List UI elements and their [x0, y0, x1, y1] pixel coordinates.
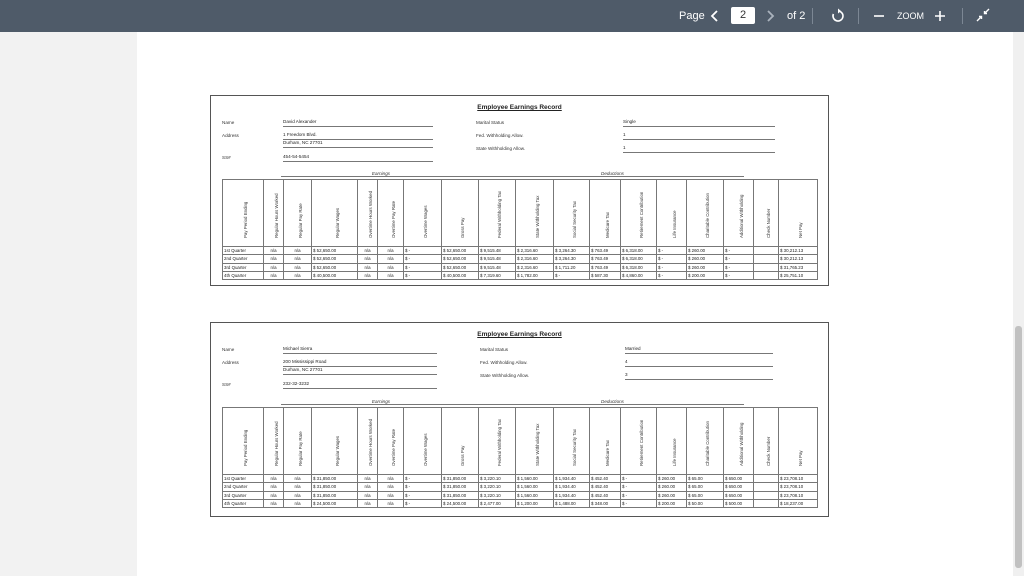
table-cell: $ 25,751.10: [779, 271, 818, 279]
next-page-icon[interactable]: [764, 9, 776, 28]
table-cell: $ 260.00: [657, 475, 687, 483]
column-header-label: Overtime Hours Worked: [367, 190, 373, 238]
table-cell: $ 6,318.00: [621, 247, 657, 255]
column-header-label: Pay Period Ending: [243, 201, 248, 238]
table-row: [223, 491, 818, 499]
column-header-label: Social Security Tax: [571, 428, 577, 466]
table-cell: n/a: [378, 263, 404, 271]
table-cell: $ -: [621, 475, 657, 483]
state-withholding-label: State Withholding Allow.: [476, 146, 526, 151]
table-cell: $ 52,650.00: [312, 255, 358, 263]
table-cell: 1st Quarter: [223, 475, 264, 483]
table-cell: $ 2,316.60: [516, 263, 554, 271]
column-header-label: Gross Pay: [460, 445, 465, 466]
column-header: [378, 180, 404, 247]
column-header: [442, 180, 479, 247]
table-cell: $ -: [404, 263, 442, 271]
zoom-in-icon[interactable]: [934, 9, 946, 28]
table-cell: $ 1,560.00: [516, 491, 554, 499]
table-cell: [754, 483, 779, 491]
table-cell: $ 650.00: [724, 483, 754, 491]
column-header: [312, 408, 358, 475]
table-cell: $ 3,220.10: [479, 475, 516, 483]
fed-withholding-label: Fed. Withholding Allow.: [476, 133, 524, 138]
column-header-label: Regular Wages: [334, 207, 340, 238]
table-cell: $ 587.30: [590, 271, 621, 279]
table-cell: n/a: [264, 483, 284, 491]
column-header: [312, 180, 358, 247]
table-cell: $ 30,212.13: [779, 255, 818, 263]
address-line-2: Durham, NC 27701: [283, 367, 437, 375]
page-number-input[interactable]: 2: [731, 7, 755, 24]
table-cell: n/a: [264, 491, 284, 499]
column-header-label: Pay Period Ending: [243, 429, 248, 466]
column-header-label: Life Insurance: [671, 438, 677, 466]
table-cell: $ 2,477.00: [479, 499, 516, 507]
table-cell: $ 3,220.10: [479, 483, 516, 491]
column-header: [554, 408, 590, 475]
table-cell: $ 31,850.00: [442, 491, 479, 499]
table-cell: [754, 255, 779, 263]
table-cell: $ 50.00: [687, 499, 724, 507]
table-cell: $ 348.00: [590, 499, 621, 507]
table-cell: n/a: [264, 255, 284, 263]
table-cell: $ 260.00: [687, 255, 724, 263]
table-cell: n/a: [264, 247, 284, 255]
viewer-toolbar: [0, 0, 1024, 32]
table-cell: n/a: [358, 247, 378, 255]
table-cell: $ 452.40: [590, 475, 621, 483]
table-cell: $ 1,934.40: [554, 491, 590, 499]
table-cell: $ 1,711.20: [554, 263, 590, 271]
table-cell: $ 260.00: [687, 247, 724, 255]
fed-withholding-label: Fed. Withholding Allow.: [480, 360, 528, 365]
table-cell: n/a: [358, 271, 378, 279]
column-header: [621, 180, 657, 247]
table-row: [223, 475, 818, 483]
earnings-table: [222, 407, 818, 508]
table-cell: $ -: [657, 255, 687, 263]
table-cell: 1st Quarter: [223, 247, 264, 255]
table-cell: 3rd Quarter: [223, 263, 264, 271]
table-row: [223, 255, 818, 263]
column-header-label: Federal Withholding Tax: [497, 418, 502, 466]
column-header: [754, 408, 779, 475]
column-header-label: State Withholding Tax: [534, 195, 540, 238]
table-cell: $ 260.00: [687, 263, 724, 271]
table-cell: $ 9,515.48: [479, 263, 516, 271]
table-cell: [754, 271, 779, 279]
table-cell: $ 52,650.00: [442, 263, 479, 271]
column-header-label: Overtime Wages: [422, 433, 428, 466]
table-cell: $ 31,850.00: [312, 491, 358, 499]
column-header-label: Net Pay: [798, 222, 803, 238]
column-header-label: Charitable Contribution: [705, 421, 710, 466]
state-withholding-value: 3: [625, 372, 773, 380]
column-header-label: State Withholding Tax: [534, 423, 540, 466]
table-cell: $ -: [404, 475, 442, 483]
record-title: Employee Earnings Record: [477, 331, 562, 338]
column-header-label: Retirement Contribution: [638, 191, 644, 238]
table-cell: $ 40,500.00: [442, 271, 479, 279]
column-header-label: Regular Hours Worked: [273, 421, 279, 466]
table-cell: $ 9,515.48: [479, 255, 516, 263]
table-cell: n/a: [378, 247, 404, 255]
table-cell: n/a: [358, 499, 378, 507]
table-cell: $ -: [724, 271, 754, 279]
table-cell: $ 763.49: [590, 263, 621, 271]
table-cell: [754, 247, 779, 255]
table-cell: 3rd Quarter: [223, 491, 264, 499]
column-header-label: Regular Wages: [334, 435, 340, 466]
table-cell: n/a: [284, 483, 312, 491]
table-cell: $ -: [657, 263, 687, 271]
toolbar-divider: [858, 8, 859, 24]
column-header-label: Additional Withholding: [738, 422, 744, 466]
table-cell: $ 260.00: [657, 483, 687, 491]
table-cell: $ -: [724, 263, 754, 271]
table-cell: $ 763.49: [590, 247, 621, 255]
table-cell: $ 260.00: [657, 491, 687, 499]
column-header: [223, 180, 264, 247]
table-cell: $ 3,264.30: [554, 247, 590, 255]
name-label: Name: [222, 120, 235, 125]
table-cell: $ 18,237.00: [779, 499, 818, 507]
deductions-group-label: Deductions: [481, 399, 744, 405]
exit-fullscreen-icon[interactable]: [976, 8, 990, 27]
table-cell: $ 7,319.60: [479, 271, 516, 279]
column-header: [223, 408, 264, 475]
table-cell: n/a: [378, 271, 404, 279]
column-header: [687, 180, 724, 247]
table-cell: $ 452.40: [590, 483, 621, 491]
table-cell: $ 6,318.00: [621, 255, 657, 263]
table-cell: n/a: [358, 255, 378, 263]
table-cell: $ 1,560.00: [516, 483, 554, 491]
table-cell: 2nd Quarter: [223, 255, 264, 263]
column-header: [590, 408, 621, 475]
column-header-label: Additional Withholding: [738, 194, 744, 238]
table-cell: $ 1,488.00: [554, 499, 590, 507]
ssn-value: 232-32-3232: [283, 381, 437, 389]
employee-name: Michael Sierra: [283, 346, 437, 354]
table-cell: $ 452.40: [590, 491, 621, 499]
column-header-label: Net Pay: [798, 450, 803, 466]
table-cell: $ 52,650.00: [442, 255, 479, 263]
table-row: [223, 247, 818, 255]
table-row: [223, 263, 818, 271]
table-cell: $ 1,560.00: [516, 475, 554, 483]
table-cell: n/a: [378, 499, 404, 507]
column-header-label: Medicare Tax: [605, 439, 610, 466]
table-cell: $ 200.00: [687, 271, 724, 279]
state-withholding-label: State Withholding Allow.: [480, 373, 530, 378]
address-label: Address: [222, 133, 239, 138]
column-header-label: Overtime Wages: [422, 205, 428, 238]
table-cell: $ 1,782.00: [516, 271, 554, 279]
table-cell: $ 500.00: [724, 499, 754, 507]
earnings-record-2: [210, 322, 829, 517]
column-header: [378, 408, 404, 475]
column-header: [516, 180, 554, 247]
table-cell: $ -: [404, 491, 442, 499]
table-cell: $ 650.00: [724, 491, 754, 499]
table-cell: $ 31,850.00: [442, 483, 479, 491]
table-cell: n/a: [284, 475, 312, 483]
table-cell: $ 52,650.00: [312, 247, 358, 255]
table-cell: $ 3,264.30: [554, 255, 590, 263]
address-line-1: 1 Freedom Blvd.: [283, 132, 433, 140]
table-cell: $ 763.49: [590, 255, 621, 263]
table-cell: $ 24,500.00: [442, 499, 479, 507]
table-cell: $ -: [621, 491, 657, 499]
column-header: [358, 408, 378, 475]
marital-status-label: Marital Status: [480, 347, 509, 352]
table-cell: $ 4,860.00: [621, 271, 657, 279]
column-header: [657, 408, 687, 475]
column-header-label: Regular Pay Rate: [297, 203, 303, 238]
table-cell: $ 6,318.00: [621, 263, 657, 271]
table-cell: n/a: [284, 271, 312, 279]
column-header-label: Gross Pay: [460, 217, 465, 238]
table-cell: $ 2,316.60: [516, 255, 554, 263]
table-cell: n/a: [358, 475, 378, 483]
marital-status-value: Single: [623, 119, 775, 127]
table-row: [223, 483, 818, 491]
table-cell: [754, 499, 779, 507]
table-header-row: [223, 180, 818, 247]
table-cell: n/a: [378, 475, 404, 483]
table-cell: $ -: [404, 483, 442, 491]
table-cell: 4th Quarter: [223, 499, 264, 507]
page-label: Page: [679, 10, 705, 22]
column-header: [516, 408, 554, 475]
table-cell: $ -: [724, 247, 754, 255]
table-cell: n/a: [378, 255, 404, 263]
zoom-out-icon[interactable]: [873, 9, 885, 28]
table-cell: $ 23,708.10: [779, 475, 818, 483]
table-cell: $ 65.00: [687, 491, 724, 499]
table-cell: n/a: [264, 263, 284, 271]
fed-withholding-value: 1: [623, 132, 775, 140]
table-cell: $ -: [621, 483, 657, 491]
table-cell: [754, 475, 779, 483]
column-header: [554, 180, 590, 247]
column-header-label: Federal Withholding Tax: [497, 190, 502, 238]
table-cell: $ 65.00: [687, 483, 724, 491]
table-cell: $ -: [657, 271, 687, 279]
employee-name: David Alexander: [283, 119, 433, 127]
table-cell: n/a: [284, 263, 312, 271]
table-cell: n/a: [358, 483, 378, 491]
table-cell: [754, 491, 779, 499]
table-cell: $ 52,650.00: [442, 247, 479, 255]
column-header-label: Regular Hours Worked: [273, 193, 279, 238]
table-cell: $ 24,500.00: [312, 499, 358, 507]
column-header: [358, 180, 378, 247]
earnings-table: [222, 179, 818, 280]
column-header: [724, 408, 754, 475]
earnings-record-1: [210, 95, 829, 286]
table-cell: $ 31,850.00: [312, 475, 358, 483]
toolbar-divider: [962, 8, 963, 24]
table-cell: $ -: [724, 255, 754, 263]
column-header: [264, 180, 284, 247]
table-cell: $ 23,708.10: [779, 483, 818, 491]
address-label: Address: [222, 360, 239, 365]
table-cell: n/a: [358, 263, 378, 271]
table-cell: $ 650.00: [724, 475, 754, 483]
table-cell: $ 1,934.40: [554, 475, 590, 483]
table-cell: n/a: [284, 247, 312, 255]
marital-status-label: Marital Status: [476, 120, 505, 125]
table-header-row: [223, 408, 818, 475]
table-cell: $ 31,850.00: [442, 475, 479, 483]
table-cell: 4th Quarter: [223, 271, 264, 279]
column-header: [404, 180, 442, 247]
table-cell: $ -: [621, 499, 657, 507]
table-cell: $ 2,316.60: [516, 247, 554, 255]
table-cell: n/a: [284, 255, 312, 263]
column-header-label: Retirement Contribution: [638, 419, 644, 466]
table-cell: $ -: [404, 499, 442, 507]
table-cell: [754, 263, 779, 271]
table-cell: $ 200.00: [657, 499, 687, 507]
table-cell: $ 3,220.10: [479, 491, 516, 499]
table-cell: n/a: [358, 491, 378, 499]
column-header-label: Social Security Tax: [571, 200, 577, 238]
table-cell: $ 9,515.48: [479, 247, 516, 255]
address-line-1: 200 Mississippi Road: [283, 359, 437, 367]
column-header: [264, 408, 284, 475]
column-header-label: Regular Pay Rate: [297, 431, 303, 466]
column-header: [590, 180, 621, 247]
table-cell: n/a: [378, 491, 404, 499]
column-header-label: Check Number: [766, 208, 771, 238]
column-header: [724, 180, 754, 247]
table-cell: $ 52,650.00: [312, 263, 358, 271]
scrollbar-thumb[interactable]: [1015, 326, 1022, 568]
column-header-label: Check Number: [766, 436, 771, 466]
table-cell: $ 31,850.00: [312, 483, 358, 491]
column-header: [404, 408, 442, 475]
table-cell: $ 23,708.10: [779, 491, 818, 499]
column-header: [754, 180, 779, 247]
table-cell: $ 31,765.23: [779, 263, 818, 271]
column-header: [479, 408, 516, 475]
table-cell: n/a: [264, 475, 284, 483]
table-cell: $ 30,212.13: [779, 247, 818, 255]
table-cell: $ -: [554, 271, 590, 279]
earnings-group-label: Earnings: [281, 399, 481, 405]
rotate-icon[interactable]: [830, 8, 846, 29]
column-header-label: Overtime Pay Rate: [390, 428, 396, 466]
table-cell: $ 65.00: [687, 475, 724, 483]
toolbar-divider: [812, 8, 813, 24]
table-cell: $ -: [404, 255, 442, 263]
column-header-label: Charitable Contribution: [705, 193, 710, 238]
earnings-group-label: Earnings: [281, 171, 481, 177]
column-header: [284, 408, 312, 475]
record-title: Employee Earnings Record: [477, 104, 562, 111]
ssn-label: SS#: [222, 382, 231, 387]
column-header: [284, 180, 312, 247]
ssn-label: SS#: [222, 155, 231, 160]
column-header-label: Medicare Tax: [605, 211, 610, 238]
state-withholding-value: 1: [623, 145, 775, 153]
column-header: [621, 408, 657, 475]
zoom-label: ZOOM: [897, 11, 924, 21]
table-cell: $ 1,200.00: [516, 499, 554, 507]
table-cell: $ 40,500.00: [312, 271, 358, 279]
column-header-label: Overtime Hours Worked: [367, 418, 373, 466]
table-cell: $ -: [657, 247, 687, 255]
table-cell: n/a: [284, 491, 312, 499]
page-total: of 2: [787, 10, 806, 22]
column-header: [479, 180, 516, 247]
column-header-label: Overtime Pay Rate: [390, 200, 396, 238]
deductions-group-label: Deductions: [481, 171, 744, 177]
table-cell: n/a: [284, 499, 312, 507]
previous-page-icon[interactable]: [709, 9, 721, 28]
column-header-label: Life Insurance: [671, 210, 677, 238]
table-cell: 2nd Quarter: [223, 483, 264, 491]
table-row: [223, 271, 818, 279]
column-header: [687, 408, 724, 475]
table-row: [223, 499, 818, 507]
table-cell: n/a: [264, 271, 284, 279]
table-cell: n/a: [264, 499, 284, 507]
column-header: [657, 180, 687, 247]
column-header: [779, 408, 818, 475]
name-label: Name: [222, 347, 235, 352]
table-cell: $ -: [404, 271, 442, 279]
column-header: [779, 180, 818, 247]
marital-status-value: Married: [625, 346, 773, 354]
column-header: [442, 408, 479, 475]
table-cell: $ -: [404, 247, 442, 255]
table-cell: n/a: [378, 483, 404, 491]
address-line-2: Durham, NC 27701: [283, 140, 433, 148]
ssn-value: 454-54-5454: [283, 154, 433, 162]
fed-withholding-value: 4: [625, 359, 773, 367]
table-cell: $ 1,934.40: [554, 483, 590, 491]
